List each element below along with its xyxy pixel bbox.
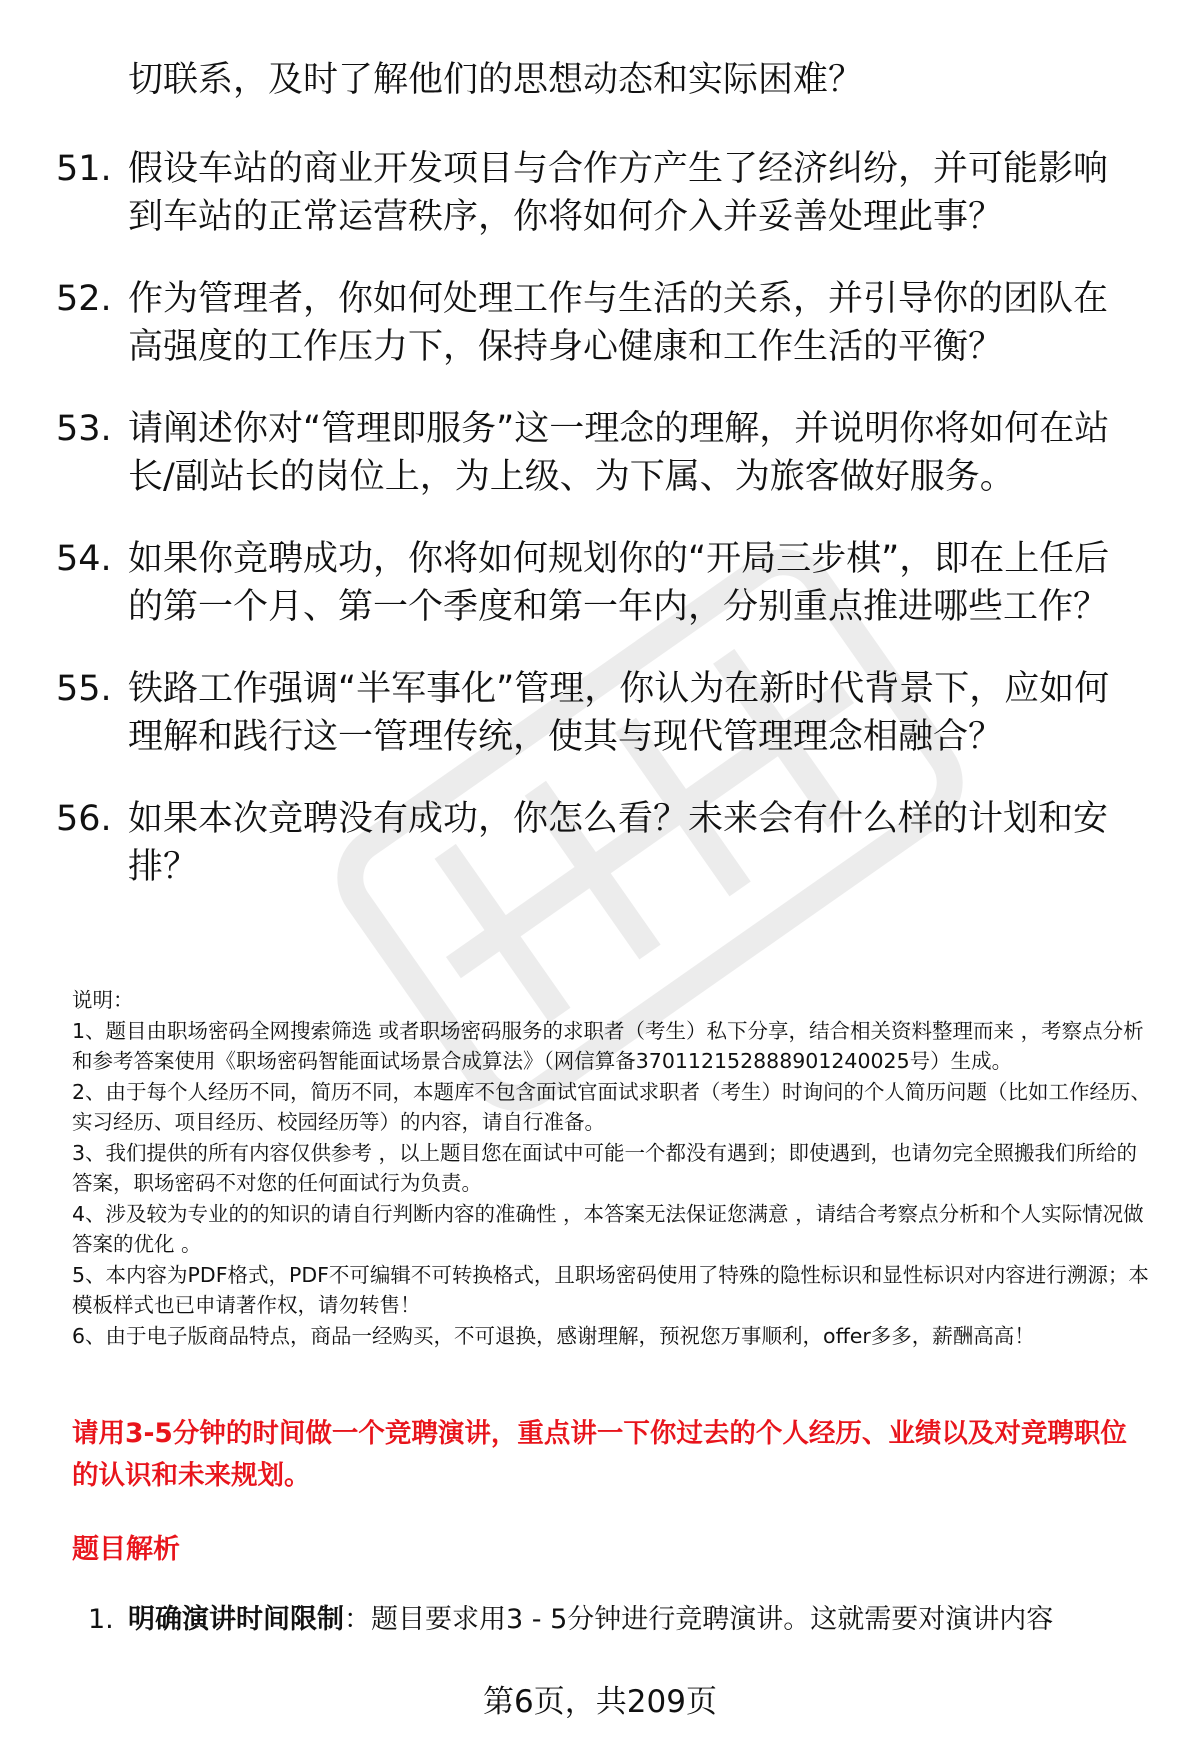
analysis-item-1 [88, 1600, 1168, 1640]
question-text: 如果本次竞聘没有成功，你怎么看？未来会有什么样的计划和安排？ [128, 799, 1109, 887]
question-number: 55. [56, 669, 112, 709]
question-item-53 [56, 405, 1138, 501]
notes-section [72, 985, 1152, 1351]
question-item-52 [56, 275, 1138, 371]
question-text: 假设车站的商业开发项目与合作方产生了经济纠纷，并可能影响到车站的正常运营秩序，你将如何介入并妥善处理此事？ [128, 149, 1109, 237]
note-item-5: 5、本内容为PDF格式，PDF不可编辑不可转换格式，且职场密码使用了特殊的隐性标识和显性标识对内容进行溯源；本模板样式也已申请著作权，请勿转售！ [72, 1262, 1149, 1317]
notes-title: 说明： [72, 988, 134, 1012]
analysis-item-number: 1. [88, 1604, 114, 1635]
question-number: 52. [56, 279, 112, 319]
note-item-4: 4、涉及较为专业的的知识的请自行判断内容的准确性 ，本答案无法保证您满意 ，请结合考察点分析和个人实际情况做答案的优化 。 [72, 1201, 1144, 1256]
question-item-51 [56, 145, 1138, 241]
question-text: 铁路工作强调“半军事化”管理，你认为在新时代背景下，应如何理解和践行这一管理传统，使其与现代管理理念相融合？ [128, 669, 1110, 757]
question-text: 请阐述你对“管理即服务”这一理念的理解，并说明你将如何在站长/副站长的岗位上，为上级、为下属、为旅客做好服务。 [128, 409, 1110, 497]
question-item-56 [56, 795, 1138, 891]
analysis-heading: 题目解析 [72, 1534, 180, 1565]
question-text: 作为管理者，你如何处理工作与生活的关系，并引导你的团队在高强度的工作压力下，保持身心健康和工作生活的平衡？ [128, 279, 1109, 367]
note-item-3: 3、我们提供的所有内容仅供参考 ，以上题目您在面试中可能一个都没有遇到；即使遇到，也请勿完全照搬我们所给的答案，职场密码不对您的任何面试行为负责。 [72, 1140, 1138, 1195]
note-item-2: 2、由于每个人经历不同，简历不同，本题库不包含面试官面试求职者（考生）时询问的个人简历问题（比如工作经历、实习经历、项目经历、校园经历等）的内容，请自行准备。 [72, 1079, 1152, 1134]
note-item-6: 6、由于电子版商品特点，商品一经购买，不可退换，感谢理解，预祝您万事顺利，offer多多，薪酬高高！ [72, 1323, 1035, 1348]
question-number: 53. [56, 409, 112, 449]
analysis-item-bold-label: 明确演讲时间限制 [128, 1604, 344, 1635]
question-text: 如果你竞聘成功，你将如何规划你的“开局三步棋”，即在上任后的第一个月、第一个季度和第一年内，分别重点推进哪些工作？ [128, 539, 1110, 627]
question-list [56, 145, 1146, 925]
question-item-55 [56, 665, 1138, 761]
question-number: 51. [56, 149, 112, 189]
note-item-1: 1、题目由职场密码全网搜索筛选 或者职场密码服务的求职者（考生）私下分享，结合相关资料整理而来 ，考察点分析和参考答案使用《职场密码智能面试场景合成算法》（网信算备370112152888901240025号）生成。 [72, 1018, 1144, 1073]
question-item-54 [56, 535, 1138, 631]
analysis-item-text: ：题目要求用3 - 5分钟进行竞聘演讲。这就需要对演讲内容 [344, 1604, 1054, 1635]
question-number: 56. [56, 799, 112, 839]
page-footer: 第6页，共209页 [483, 1684, 717, 1720]
question-continuation-text: 切联系，及时了解他们的思想动态和实际困难？ [128, 60, 864, 100]
highlight-question: 请用3-5分钟的时间做一个竞聘演讲，重点讲一下你过去的个人经历、业绩以及对竞聘职位的认识和未来规划。 [72, 1418, 1127, 1491]
question-number: 54. [56, 539, 112, 579]
